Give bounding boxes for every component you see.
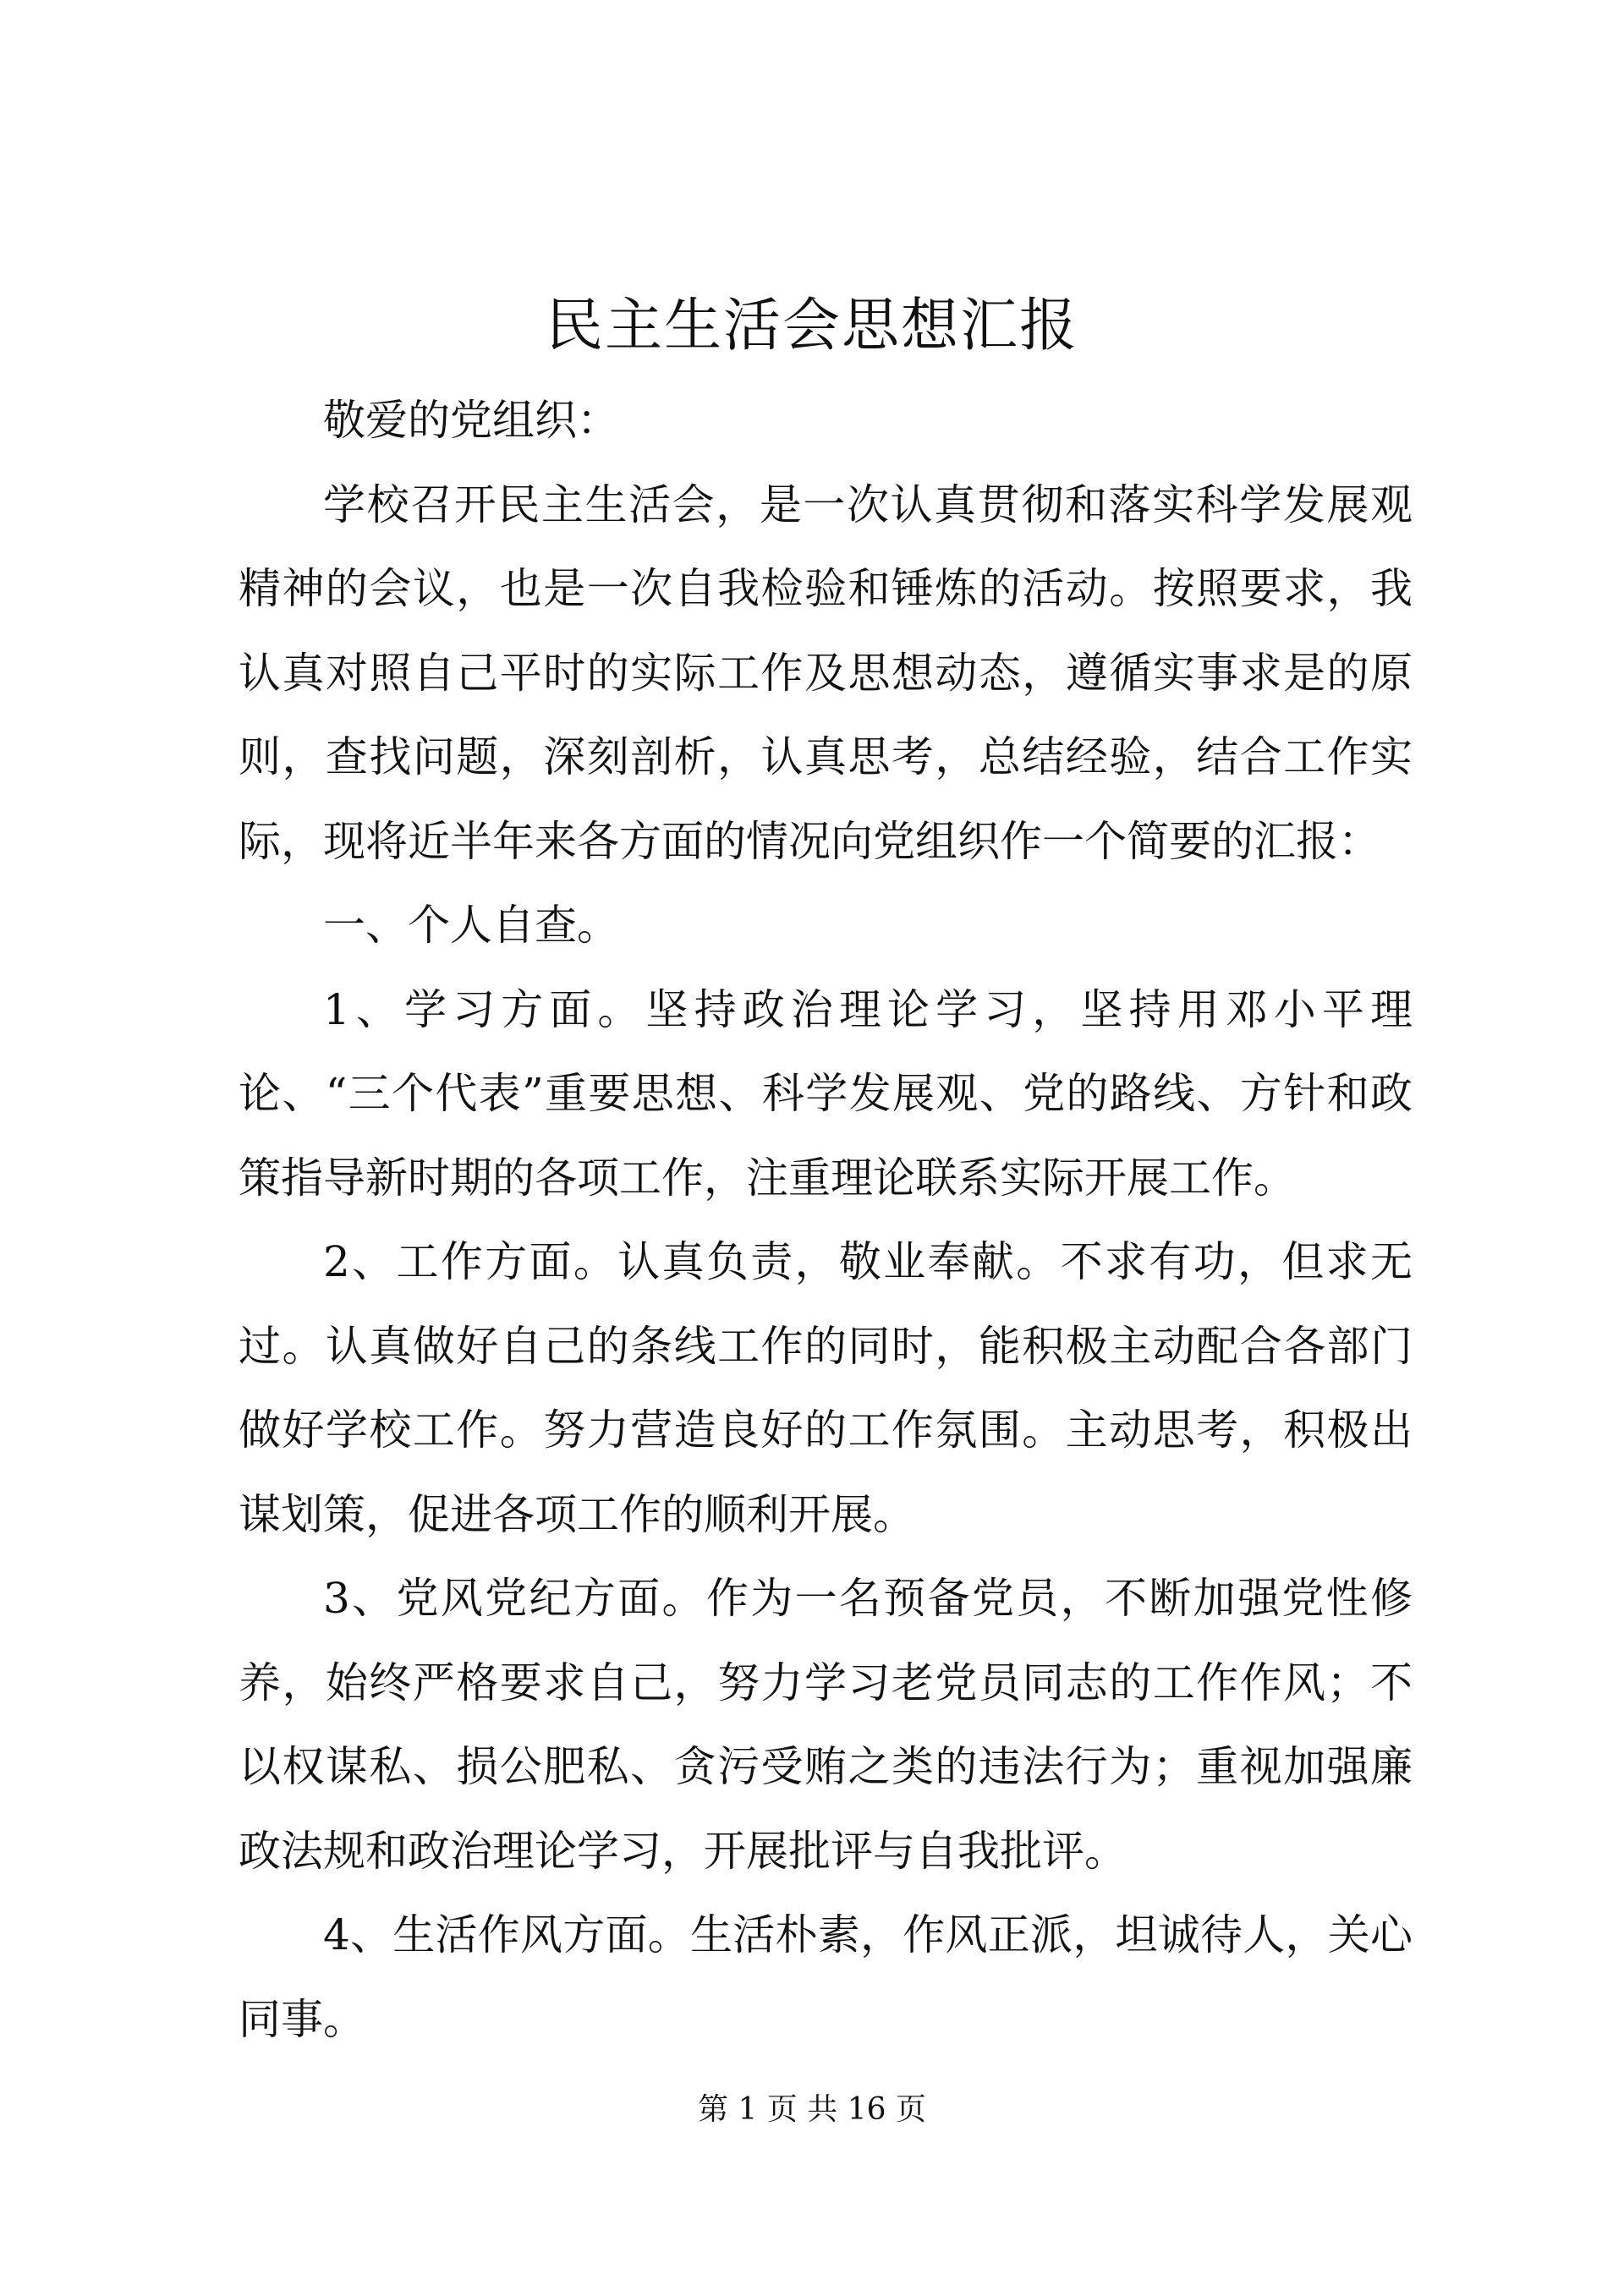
paragraph-study: 1、学习方面。坚持政治理论学习，坚持用邓小平理论、“三个代表”重要思想、科学发展观、党的路线、方针和政策指导新时期的各项工作，注重理论联系实际开展工作。 (239, 984, 1413, 1203)
paragraph-party-discipline: 3、党风党纪方面。作为一名预备党员，不断加强党性修养，始终严格要求自己，努力学习老党员同志的工作作风；不以权谋私、损公肥私、贪污受贿之类的违法行为；重视加强廉政法规和政治理论学习，开展批评与自我批评。 (239, 1574, 1413, 1876)
paragraph-work: 2、工作方面。认真负责，敬业奉献。不求有功，但求无过。认真做好自己的条线工作的同时，能积极主动配合各部门做好学校工作。努力营造良好的工作氛围。主动思考，积极出谋划策，促进各项工作的顺利开展。 (239, 1237, 1413, 1539)
page-footer (0, 2089, 1624, 2131)
section-heading-self-check: 一、个人自查。 (323, 901, 619, 950)
paragraph-life-style: 4、生活作风方面。生活朴素，作风正派，坦诚待人，关心同事。 (239, 1910, 1413, 2044)
page-title: 民主生活会思想汇报 (545, 293, 1078, 359)
greeting-line: 敬爱的党组织： (323, 396, 619, 445)
page-number-label: 第 1 页 共 16 页 (698, 2092, 926, 2127)
paragraph-intro: 学校召开民主生活会，是一次认真贯彻和落实科学发展观精神的会议，也是一次自我检验和锤炼的活动。按照要求，我认真对照自己平时的实际工作及思想动态，遵循实事求是的原则，查找问题，深刻剖析，认真思考，总结经验，结合工作实际，现将近半年来各方面的情况向党组织作一个简要的汇报： (239, 479, 1413, 866)
document-body (239, 379, 1413, 2062)
